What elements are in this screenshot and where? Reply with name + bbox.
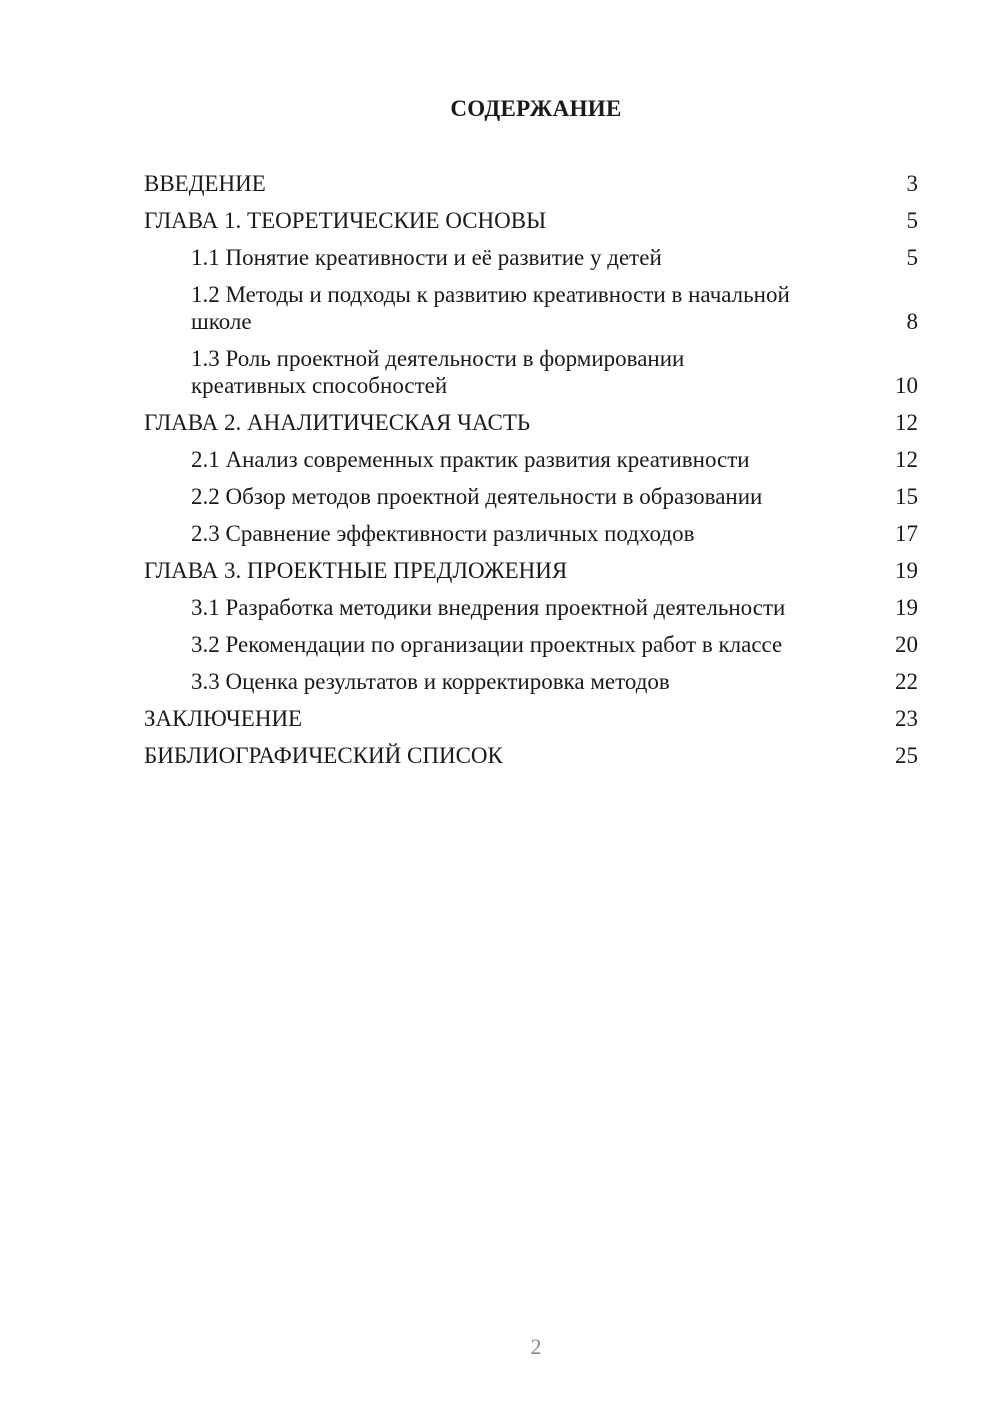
- toc-entry-text: 1.1 Понятие креативности и её развитие у детей: [191, 245, 662, 270]
- toc-entry-text: 1.2 Методы и подходы к развитию креативности в начальной школе: [191, 282, 790, 334]
- toc-entry-page: 5: [906, 208, 918, 233]
- toc-entry-page: 25: [895, 743, 918, 768]
- toc-entry-section-2-3: [144, 520, 918, 547]
- toc-entry-text: 3.2 Рекомендации по организации проектных работ в классе: [191, 632, 783, 657]
- toc-entry-page: 17: [895, 521, 918, 546]
- toc-entry-text: ГЛАВА 2. АНАЛИТИЧЕСКАЯ ЧАСТЬ: [144, 410, 531, 435]
- toc-entry-text: ГЛАВА 1. ТЕОРЕТИЧЕСКИЕ ОСНОВЫ: [144, 208, 547, 233]
- toc-entry-page: 19: [895, 558, 918, 583]
- page-number: 2: [530, 1334, 542, 1359]
- toc-entry-section-1-3: [144, 345, 918, 399]
- toc-title: СОДЕРЖАНИЕ: [450, 96, 622, 121]
- toc-entry-text: 1.3 Роль проектной деятельности в формировании креативных способностей: [191, 346, 685, 398]
- toc-entry-section-3-2: [144, 631, 918, 658]
- toc-entry-page: 5: [906, 245, 918, 270]
- toc-entry-section-3-3: [144, 668, 918, 695]
- toc-entry-page: 20: [895, 632, 918, 657]
- toc-entry-section-3-1: [144, 594, 918, 621]
- toc-entry-page: 23: [895, 706, 918, 731]
- toc-entry-page: 12: [895, 447, 918, 472]
- toc-entry-section-2-2: [144, 483, 918, 510]
- toc-entry-page: 19: [895, 595, 918, 620]
- table-of-contents: [144, 170, 918, 779]
- toc-entry-text: 3.1 Разработка методики внедрения проектной деятельности: [191, 595, 786, 620]
- toc-entry-conclusion: [144, 705, 918, 732]
- toc-entry-page: 8: [906, 309, 918, 334]
- toc-entry-section-1-1: [144, 244, 918, 271]
- toc-entry-text: 2.2 Обзор методов проектной деятельности в образовании: [191, 484, 763, 509]
- toc-entry-page: 10: [895, 373, 918, 398]
- toc-entry-page: 22: [895, 669, 918, 694]
- toc-entry-page: 3: [906, 171, 918, 196]
- toc-entry-page: 12: [895, 410, 918, 435]
- toc-entry-section-1-2: [144, 281, 918, 335]
- toc-entry-chapter-1: [144, 207, 918, 234]
- toc-entry-chapter-2: [144, 409, 918, 436]
- toc-entry-page: 15: [895, 484, 918, 509]
- toc-entry-text: 2.1 Анализ современных практик развития креативности: [191, 447, 750, 472]
- toc-entry-text: ВВЕДЕНИЕ: [144, 171, 266, 196]
- toc-entry-text: 2.3 Сравнение эффективности различных подходов: [191, 521, 695, 546]
- toc-entry-section-2-1: [144, 446, 918, 473]
- toc-entry-text: ЗАКЛЮЧЕНИЕ: [144, 706, 303, 731]
- toc-entry-text: 3.3 Оценка результатов и корректировка методов: [191, 669, 670, 694]
- toc-entry-text: ГЛАВА 3. ПРОЕКТНЫЕ ПРЕДЛОЖЕНИЯ: [144, 558, 568, 583]
- toc-entry-introduction: [144, 170, 918, 197]
- toc-entry-chapter-3: [144, 557, 918, 584]
- toc-entry-text: БИБЛИОГРАФИЧЕСКИЙ СПИСОК: [144, 743, 503, 768]
- toc-entry-bibliography: [144, 742, 918, 769]
